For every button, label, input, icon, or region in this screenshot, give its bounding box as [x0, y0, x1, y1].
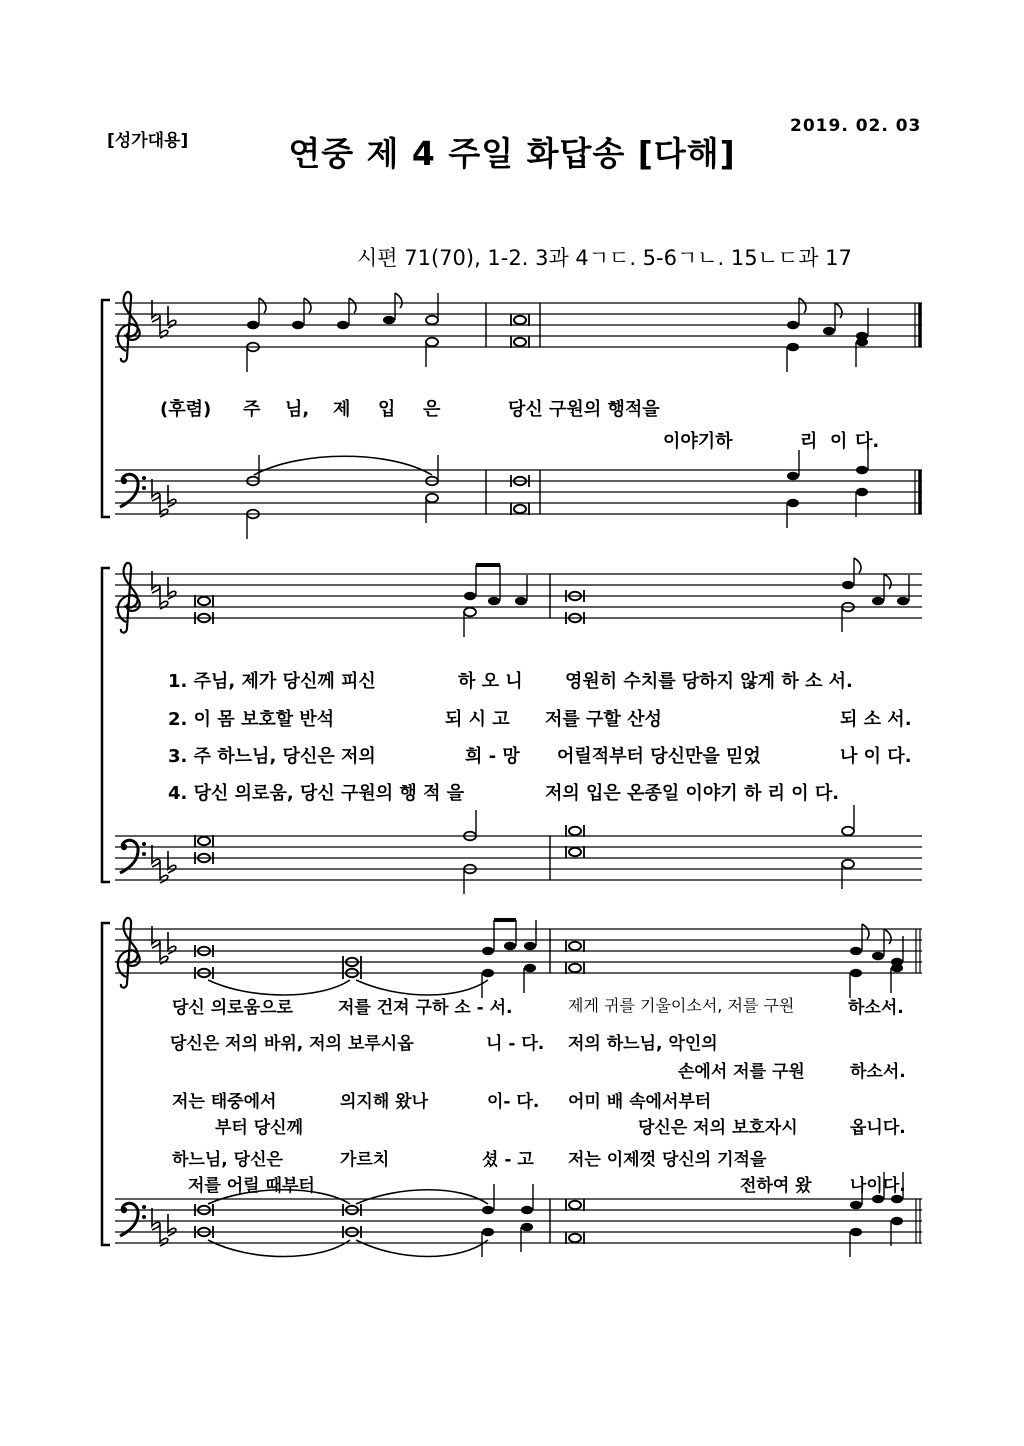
refrain-line: 이야기하	[663, 431, 733, 452]
verse-1-cont: 제게 귀를 기울이소서, 저를 구원	[568, 996, 795, 1015]
refrain-word: 입	[378, 399, 396, 420]
treble-notes-1	[247, 293, 438, 372]
verse-3-cont: 옵니다.	[850, 1118, 906, 1138]
treble-notes-1b	[787, 298, 868, 372]
verse-3-text: 3. 주 하느님, 당신은 저의	[168, 746, 376, 767]
verse-3-cont: 이- 다.	[487, 1092, 540, 1112]
verse-3-cont: 부터 당신께	[215, 1118, 304, 1138]
verse-1-cont: 저를 건져 구하 소 - 서.	[338, 998, 513, 1018]
refrain-label: (후렴)	[160, 399, 212, 420]
verse-4-text: 저의 입은 온종일 이야기 하 리 이 다.	[545, 783, 840, 804]
verse-4-cont: 셨 - 고	[482, 1150, 534, 1170]
verse-3-text: 나 이 다.	[840, 746, 912, 767]
psalm-reference: 시편 71(70), 1-2. 3과 4ㄱㄷ. 5-6ㄱㄴ. 15ㄴㄷ과 17	[357, 246, 852, 270]
page-title: 연중 제 4 주일 화답송 [다해]	[288, 134, 736, 173]
verse-2-text: 저를 구할 산성	[545, 709, 662, 730]
verse-4-cont: 전하여 왔	[740, 1176, 812, 1196]
verse-2-cont: 하소서.	[850, 1062, 906, 1082]
verse-2-cont: 저의 하느님, 악인의	[568, 1034, 718, 1054]
date: 2019. 02. 03	[790, 116, 922, 136]
verse-3-cont: 의지해 왔나	[340, 1092, 429, 1112]
verse-1-cont: 당신 의로움으로	[172, 998, 293, 1018]
refrain-word: 주	[243, 399, 261, 420]
verse-3-cont: 어미 배 속에서부터	[568, 1092, 712, 1112]
verse-1-text: 하 오 니	[458, 671, 523, 692]
verse-4-text: 4. 당신 의로움, 당신 구원의 행 적 을	[168, 783, 465, 804]
verse-4-cont: 저는 이제껏 당신의 기적을	[568, 1150, 767, 1170]
verse-2-text: 되 시 고	[445, 709, 510, 730]
verse-4-cont: 가르치	[340, 1150, 390, 1170]
verse-2-text: 되 소 서.	[840, 709, 912, 730]
verse-1-text: 1. 주님, 제가 당신께 피신	[168, 671, 376, 692]
verse-2-cont: 손에서 저를 구원	[678, 1062, 805, 1082]
verse-3-cont: 저는 태중에서	[172, 1092, 277, 1112]
verse-4-cont: 저를 어릴 때부터	[188, 1176, 315, 1196]
refrain-word: 은	[423, 399, 441, 420]
bass-notes-1b	[787, 444, 868, 528]
verse-2-text: 2. 이 몸 보호할 반석	[168, 709, 335, 730]
verse-2-cont: 당신은 저의 바위, 저의 보루시옵	[170, 1034, 414, 1054]
refrain-word: 다.	[855, 431, 880, 452]
refrain-word: 이	[830, 431, 848, 452]
verse-3-text: 희 - 망	[465, 746, 520, 767]
verse-3-text: 어릴적부터 당신만을 믿었	[557, 746, 761, 767]
refrain-word: 님,	[285, 399, 310, 420]
verse-1-text: 영원히 수치를 당하지 않게 하 소 서.	[565, 671, 853, 692]
verse-1-cont: 하소서.	[848, 998, 904, 1018]
refrain-line: 당신 구원의 행적을	[508, 399, 660, 420]
refrain-word: 제	[333, 399, 351, 420]
verse-4-cont: 나이다.	[850, 1176, 906, 1196]
verse-3-cont: 당신은 저의 보호자시	[638, 1118, 798, 1138]
verse-2-cont: 니 - 다.	[486, 1034, 545, 1054]
refrain-word: 리	[800, 431, 818, 452]
verse-4-cont: 하느님, 당신은	[172, 1150, 283, 1170]
bass-notes-1	[247, 455, 438, 539]
choir-use-tag: [성가대용]	[107, 131, 189, 151]
